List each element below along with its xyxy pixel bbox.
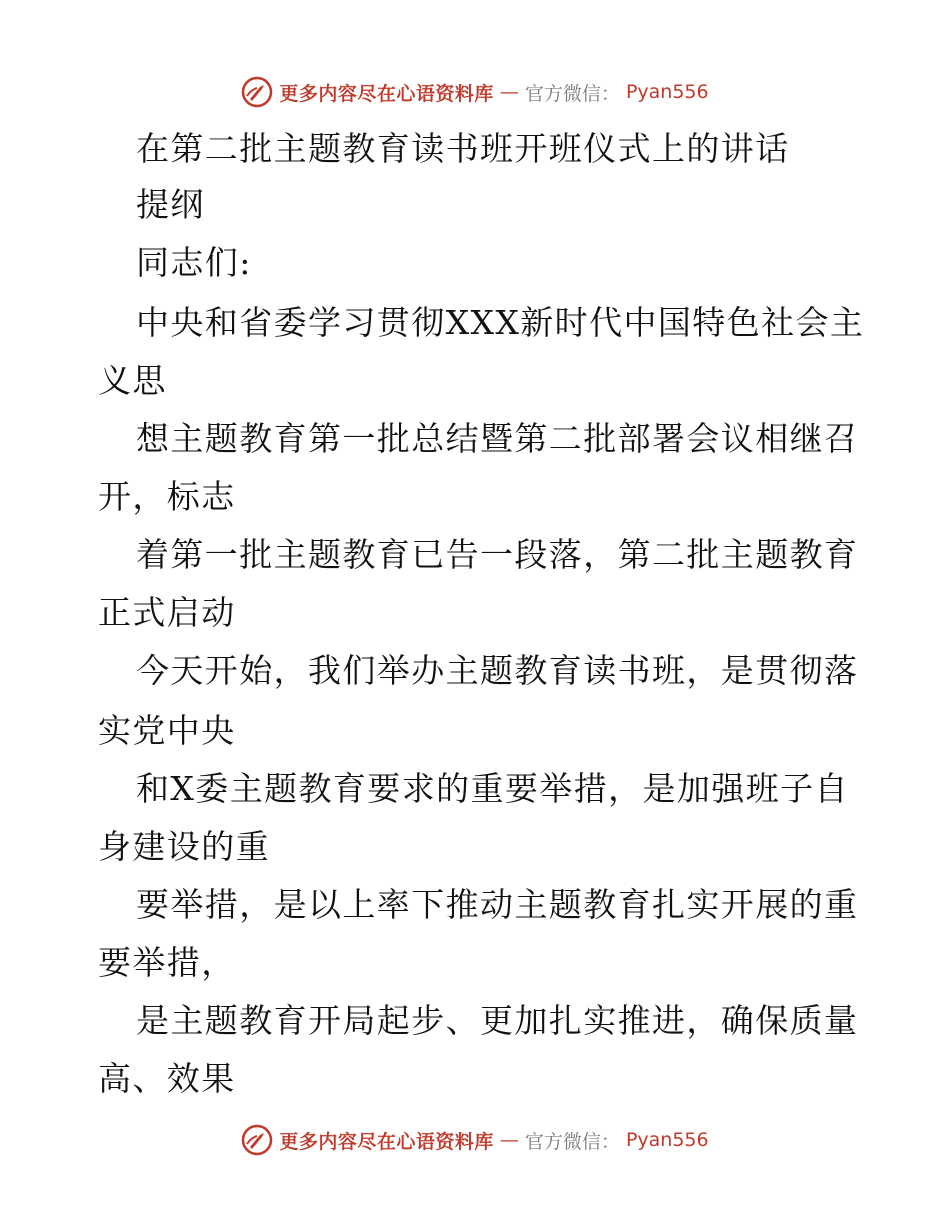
doc-paragraph-line: 要举措， [98, 943, 236, 982]
doc-paragraph-line: 身建设的重 [98, 827, 270, 866]
doc-salutation-line: 同志们: [136, 243, 252, 282]
pen-nib-logo-icon [241, 76, 273, 108]
footer-banner-dash: — [499, 1129, 519, 1151]
doc-paragraph-line: 开，标志 [98, 477, 236, 516]
doc-paragraph-line: 是主题教育开局起步、更加扎实推进，确保质量 [136, 1001, 859, 1040]
footer-wechat-label: 官方微信： [524, 1130, 620, 1153]
doc-paragraph-line: 今天开始，我们举办主题教育读书班，是贯彻落 [136, 651, 859, 690]
doc-subtitle-line: 提纲 [136, 185, 205, 224]
doc-paragraph-line: 义思 [98, 361, 167, 400]
doc-paragraph-line: 和X委主题教育要求的重要举措，是加强班子自 [136, 769, 849, 808]
footer-banner [0, 1120, 950, 1160]
doc-paragraph-line: 实党中央 [98, 711, 236, 750]
header-wechat-id: Pyan556 [625, 81, 709, 103]
doc-paragraph-line: 高、效果 [98, 1059, 236, 1098]
doc-paragraph-line: 正式启动 [98, 593, 236, 632]
footer-banner-text: 更多内容尽在心语资料库 [279, 1130, 494, 1153]
doc-paragraph-line: 想主题教育第一批总结暨第二批部署会议相继召 [136, 419, 859, 458]
footer-wechat-id: Pyan556 [625, 1129, 709, 1151]
doc-paragraph-line: 中央和省委学习贯彻XXX新时代中国特色社会主 [136, 303, 865, 342]
pen-nib-logo-icon [241, 1124, 273, 1156]
header-wechat-label: 官方微信： [524, 82, 620, 105]
header-banner-dash: — [499, 81, 519, 103]
doc-paragraph-line: 要举措，是以上率下推动主题教育扎实开展的重 [136, 885, 859, 924]
header-banner [0, 72, 950, 112]
doc-title-line: 在第二批主题教育读书班开班仪式上的讲话 [136, 129, 790, 168]
header-banner-text: 更多内容尽在心语资料库 [279, 82, 494, 105]
doc-paragraph-line: 着第一批主题教育已告一段落，第二批主题教育 [136, 535, 859, 574]
